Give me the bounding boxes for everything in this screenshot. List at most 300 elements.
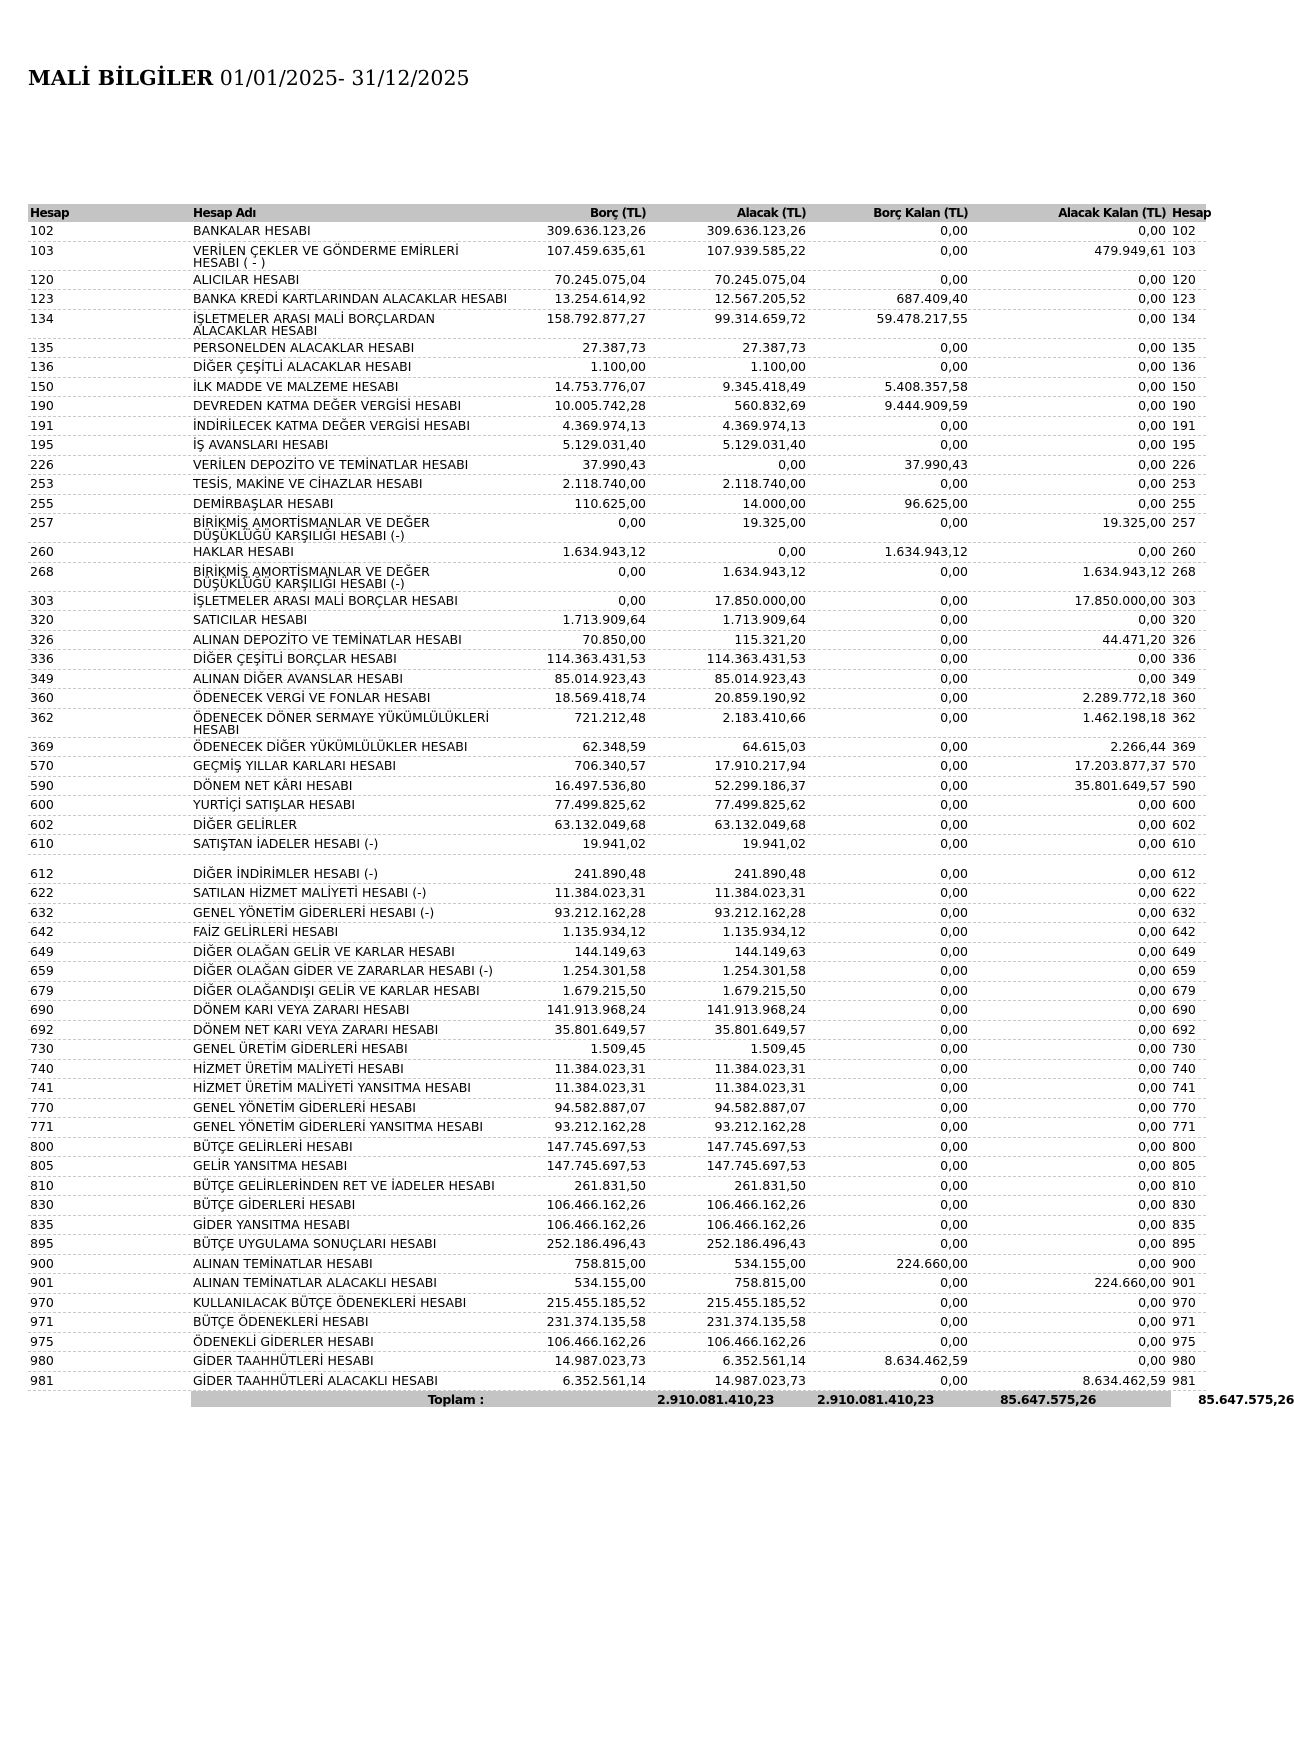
alacak-value: 758.815,00: [734, 1275, 806, 1290]
account-code-right: 659: [1172, 963, 1196, 978]
borc-kalan-value: 0,00: [940, 1197, 968, 1212]
alacak-value: 2.118.740,00: [722, 476, 806, 491]
borc-kalan-value: 0,00: [940, 885, 968, 900]
col-header-code: Hesap: [30, 206, 70, 220]
total-row: [191, 1391, 1294, 1407]
alacak-kalan-value: 0,00: [1138, 310, 1166, 326]
alacak-value: 94.582.887,07: [714, 1099, 806, 1115]
alacak-kalan-value: 0,00: [1138, 544, 1166, 559]
borc-value: 5.129.031,40: [562, 437, 646, 452]
account-name: BÜTÇE GELİRLERİNDEN RET VE İADELER HESABI: [193, 1177, 495, 1193]
borc-value: 215.455.185,52: [546, 1294, 646, 1310]
table-row: [28, 358, 1206, 378]
account-code: 257: [30, 515, 54, 530]
trial-balance-table: [28, 204, 1294, 1407]
account-code: 600: [30, 797, 54, 812]
account-name: ÖDENEKLİ GİDERLER HESABI: [193, 1333, 374, 1349]
alacak-value: 1.135.934,12: [722, 924, 806, 939]
alacak-value: 99.314.659,72: [714, 310, 806, 326]
account-code-right: 730: [1172, 1041, 1196, 1056]
table-row: [28, 1079, 1206, 1099]
table-row: [28, 835, 1206, 855]
table-row: [28, 397, 1206, 417]
alacak-value: 35.801.649,57: [714, 1021, 806, 1037]
alacak-value: 6.352.561,14: [722, 1353, 806, 1368]
borc-value: 35.801.649,57: [554, 1021, 646, 1037]
account-code-right: 320: [1172, 612, 1196, 627]
table-header: [28, 204, 1212, 222]
col-header-borc: Borç (TL): [589, 206, 646, 220]
borc-kalan-value: 0,00: [940, 1177, 968, 1193]
alacak-kalan-value: 0,00: [1138, 1099, 1166, 1115]
borc-kalan-value: 1.634.943,12: [884, 544, 968, 559]
borc-kalan-value: 0,00: [940, 242, 968, 258]
account-name: SATIŞTAN İADELER HESABI (-): [193, 836, 379, 851]
alacak-value: 107.939.585,22: [706, 242, 806, 258]
borc-kalan-value: 0,00: [940, 631, 968, 647]
account-code-right: 632: [1172, 904, 1196, 920]
alacak-value: 77.499.825,62: [714, 797, 806, 812]
table-row: [28, 923, 1206, 943]
alacak-kalan-value: 0,00: [1138, 437, 1166, 452]
borc-kalan-value: 0,00: [940, 865, 968, 881]
account-name: İNDİRİLECEK KATMA DEĞER VERGİSİ HESABI: [193, 417, 471, 433]
table-row: [28, 456, 1206, 476]
total-borc: 2.910.081.410,23: [657, 1392, 774, 1407]
alacak-kalan-value: 0,00: [1138, 1021, 1166, 1037]
alacak-value: 5.129.031,40: [722, 437, 806, 452]
borc-kalan-value: 0,00: [940, 271, 968, 287]
borc-value: 1.100,00: [590, 359, 646, 374]
page-title: [28, 66, 470, 90]
account-code-right: 135: [1172, 339, 1196, 355]
account-code: 810: [30, 1177, 54, 1193]
alacak-value: 17.910.217,94: [714, 758, 806, 773]
account-code-right: 800: [1172, 1138, 1196, 1154]
account-code-right: 612: [1172, 865, 1196, 881]
account-code: 649: [30, 943, 54, 959]
alacak-kalan-value: 0,00: [1138, 1158, 1166, 1173]
alacak-kalan-value: 0,00: [1138, 1177, 1166, 1193]
table-row: [28, 777, 1206, 797]
table-row: [28, 865, 1206, 885]
account-code-right: 268: [1172, 563, 1196, 579]
table-row: [28, 1333, 1206, 1353]
table-row: [28, 982, 1206, 1002]
borc-value: 144.149,63: [574, 943, 646, 959]
alacak-value: 2.183.410,66: [722, 709, 806, 725]
borc-kalan-value: 0,00: [940, 777, 968, 793]
borc-kalan-value: 0,00: [940, 1314, 968, 1329]
borc-kalan-value: 0,00: [940, 982, 968, 998]
account-code: 268: [30, 563, 54, 579]
borc-value: 18.569.418,74: [554, 690, 646, 705]
alacak-kalan-value: 0,00: [1138, 339, 1166, 355]
alacak-kalan-value: 0,00: [1138, 1002, 1166, 1017]
alacak-kalan-value: 35.801.649,57: [1074, 777, 1166, 793]
alacak-kalan-value: 0,00: [1138, 398, 1166, 413]
account-code: 830: [30, 1197, 54, 1212]
borc-kalan-value: 0,00: [940, 437, 968, 452]
alacak-kalan-value: 8.634.462,59: [1082, 1372, 1166, 1388]
account-code: 134: [30, 310, 54, 326]
borc-value: 706.340,57: [574, 758, 646, 773]
table-row: [28, 514, 1206, 543]
account-code-right: 981: [1172, 1372, 1196, 1388]
alacak-kalan-value: 0,00: [1138, 1333, 1166, 1349]
account-name: DÖNEM NET KÂRI HESABI: [193, 777, 353, 793]
account-name: İŞLETMELER ARASI MALİ BORÇLARDAN ALACAKLAR HESABI: [193, 310, 435, 338]
borc-kalan-value: 0,00: [940, 963, 968, 978]
borc-value: 158.792.877,27: [546, 310, 646, 326]
table-row: [28, 1235, 1206, 1255]
account-name: GELİR YANSITMA HESABI: [193, 1158, 348, 1173]
table-row: [28, 495, 1206, 515]
account-code-right: 610: [1172, 836, 1196, 851]
borc-kalan-value: 37.990,43: [904, 456, 968, 472]
borc-value: 10.005.742,28: [554, 398, 646, 413]
borc-value: 534.155,00: [574, 1275, 646, 1290]
alacak-kalan-value: 0,00: [1138, 359, 1166, 374]
alacak-kalan-value: 0,00: [1138, 885, 1166, 900]
account-code-right: 971: [1172, 1314, 1196, 1329]
col-header-alacak: Alacak (TL): [736, 206, 806, 220]
borc-kalan-value: 0,00: [940, 651, 968, 666]
account-code: 369: [30, 738, 54, 754]
alacak-kalan-value: 0,00: [1138, 963, 1166, 978]
account-name: ALICILAR HESABI: [193, 271, 300, 287]
table-row: [28, 222, 1206, 242]
account-code: 970: [30, 1294, 54, 1310]
table-row: [28, 1060, 1206, 1080]
alacak-kalan-value: 0,00: [1138, 291, 1166, 306]
account-code: 360: [30, 690, 54, 705]
alacak-value: 309.636.123,26: [706, 223, 806, 238]
borc-value: 1.509,45: [590, 1041, 646, 1056]
account-name: HİZMET ÜRETİM MALİYETİ HESABI: [193, 1060, 404, 1076]
borc-kalan-value: 0,00: [940, 612, 968, 627]
account-code: 349: [30, 670, 54, 686]
borc-kalan-value: 0,00: [940, 738, 968, 754]
borc-kalan-value: 0,00: [940, 1060, 968, 1076]
account-code: 260: [30, 544, 54, 559]
account-name: İŞ AVANSLARI HESABI: [193, 437, 329, 452]
row-spacer: [28, 855, 1206, 865]
alacak-value: 261.831,50: [734, 1177, 806, 1193]
account-code-right: 190: [1172, 398, 1196, 413]
borc-kalan-value: 0,00: [940, 1236, 968, 1251]
account-code-right: 257: [1172, 515, 1196, 530]
table-row: [28, 1138, 1206, 1158]
borc-kalan-value: 0,00: [940, 670, 968, 686]
account-name: BÜTÇE UYGULAMA SONUÇLARI HESABI: [193, 1236, 437, 1251]
account-name: FAİZ GELİRLERİ HESABI: [193, 924, 339, 939]
table-row: [28, 709, 1206, 738]
borc-kalan-value: 0,00: [940, 1099, 968, 1115]
alacak-value: 115.321,20: [734, 631, 806, 647]
borc-value: 231.374.135,58: [546, 1314, 646, 1329]
borc-kalan-value: 687.409,40: [896, 291, 968, 306]
account-code-right: 336: [1172, 651, 1196, 666]
borc-kalan-value: 9.444.909,59: [884, 398, 968, 413]
account-name: BÜTÇE GELİRLERİ HESABI: [193, 1138, 353, 1154]
borc-kalan-value: 0,00: [940, 1041, 968, 1056]
account-name: BANKALAR HESABI: [193, 223, 311, 238]
alacak-kalan-value: 1.634.943,12: [1082, 563, 1166, 579]
account-code-right: 191: [1172, 417, 1196, 433]
borc-kalan-value: 0,00: [940, 1158, 968, 1173]
alacak-value: 14.000,00: [742, 495, 806, 511]
borc-value: 758.815,00: [574, 1255, 646, 1271]
alacak-value: 1.713.909,64: [722, 612, 806, 627]
borc-value: 11.384.023,31: [554, 1080, 646, 1095]
borc-value: 70.245.075,04: [554, 271, 646, 287]
borc-kalan-value: 0,00: [940, 690, 968, 705]
table-row: [28, 242, 1206, 271]
account-name: KULLANILACAK BÜTÇE ÖDENEKLERİ HESABI: [193, 1294, 467, 1310]
alacak-value: 106.466.162,26: [706, 1333, 806, 1349]
borc-value: 13.254.614,92: [554, 291, 646, 306]
table-row: [28, 271, 1206, 291]
borc-value: 94.582.887,07: [554, 1099, 646, 1115]
table-row: [28, 290, 1206, 310]
table-row: [28, 1294, 1206, 1314]
table-row: [28, 757, 1206, 777]
alacak-kalan-value: 0,00: [1138, 417, 1166, 433]
borc-kalan-value: 0,00: [940, 1002, 968, 1017]
account-code: 303: [30, 592, 54, 608]
account-code: 659: [30, 963, 54, 978]
account-name: DEVREDEN KATMA DEĞER VERGİSİ HESABI: [193, 398, 462, 413]
alacak-kalan-value: 0,00: [1138, 924, 1166, 939]
account-name: ÖDENECEK DİĞER YÜKÜMLÜLÜKLER HESABI: [193, 738, 468, 754]
alacak-value: 1.100,00: [750, 359, 806, 374]
account-code-right: 590: [1172, 777, 1196, 793]
borc-value: 63.132.049,68: [554, 816, 646, 832]
account-code-right: 690: [1172, 1002, 1196, 1017]
borc-value: 19.941,02: [582, 836, 646, 851]
account-name: DEMİRBAŞLAR HESABI: [193, 495, 334, 511]
table-row: [28, 543, 1206, 563]
alacak-kalan-value: 0,00: [1138, 865, 1166, 881]
borc-value: 62.348,59: [582, 738, 646, 754]
account-name: YURTİÇİ SATIŞLAR HESABI: [193, 797, 356, 812]
alacak-kalan-value: 0,00: [1138, 797, 1166, 812]
alacak-kalan-value: 479.949,61: [1094, 242, 1166, 258]
table-row: [28, 1040, 1206, 1060]
account-code: 901: [30, 1275, 54, 1290]
table-row: [28, 1118, 1206, 1138]
account-code-right: 150: [1172, 378, 1196, 394]
borc-kalan-value: 0,00: [940, 223, 968, 238]
alacak-kalan-value: 0,00: [1138, 904, 1166, 920]
alacak-kalan-value: 2.289.772,18: [1082, 690, 1166, 705]
table-body: [28, 222, 1206, 1391]
borc-kalan-value: 5.408.357,58: [884, 378, 968, 394]
borc-value: 37.990,43: [582, 456, 646, 472]
borc-value: 14.753.776,07: [554, 378, 646, 394]
account-code: 150: [30, 378, 54, 394]
borc-kalan-value: 0,00: [940, 1294, 968, 1310]
table-row: [28, 1372, 1206, 1392]
account-name: TESİS, MAKİNE VE CİHAZLAR HESABI: [193, 476, 423, 491]
alacak-value: 20.859.190,92: [714, 690, 806, 705]
alacak-kalan-value: 224.660,00: [1094, 1275, 1166, 1290]
table-row: [28, 417, 1206, 437]
table-row: [28, 816, 1206, 836]
borc-kalan-value: 0,00: [940, 1021, 968, 1037]
account-code-right: 771: [1172, 1119, 1196, 1134]
borc-kalan-value: 0,00: [940, 1216, 968, 1232]
account-code: 320: [30, 612, 54, 627]
borc-kalan-value: 0,00: [940, 943, 968, 959]
borc-kalan-value: 0,00: [940, 1333, 968, 1349]
table-row: [28, 1274, 1206, 1294]
table-row: [28, 436, 1206, 456]
account-name: ÖDENECEK VERGİ VE FONLAR HESABI: [193, 690, 431, 705]
borc-kalan-value: 8.634.462,59: [884, 1353, 968, 1368]
alacak-kalan-value: 0,00: [1138, 223, 1166, 238]
account-code-right: 602: [1172, 816, 1196, 832]
account-code-right: 349: [1172, 670, 1196, 686]
table-row: [28, 904, 1206, 924]
account-code: 195: [30, 437, 54, 452]
account-code-right: 810: [1172, 1177, 1196, 1193]
alacak-kalan-value: 17.850.000,00: [1074, 592, 1166, 608]
borc-kalan-value: 0,00: [940, 359, 968, 374]
alacak-kalan-value: 0,00: [1138, 456, 1166, 472]
borc-value: 147.745.697,53: [546, 1158, 646, 1173]
table-row: [28, 796, 1206, 816]
table-row: [28, 592, 1206, 612]
borc-value: 1.135.934,12: [562, 924, 646, 939]
account-code: 253: [30, 476, 54, 491]
account-code-right: 369: [1172, 738, 1196, 754]
alacak-value: 93.212.162,28: [714, 904, 806, 920]
account-name: ÖDENECEK DÖNER SERMAYE YÜKÜMLÜLÜKLERİ HESABI: [193, 709, 490, 737]
alacak-value: 231.374.135,58: [706, 1314, 806, 1329]
account-name: GİDER TAAHHÜTLERİ HESABI: [193, 1353, 374, 1368]
table-row: [28, 650, 1206, 670]
account-code: 255: [30, 495, 54, 511]
account-code: 602: [30, 816, 54, 832]
alacak-value: 1.509,45: [750, 1041, 806, 1056]
account-code: 770: [30, 1099, 54, 1115]
total-alacak-kalan: 85.647.575,26: [1197, 1392, 1294, 1407]
borc-value: 11.384.023,31: [554, 1060, 646, 1076]
alacak-value: 17.850.000,00: [714, 592, 806, 608]
total-borc-kalan: 85.647.575,26: [999, 1392, 1096, 1407]
alacak-value: 12.567.205,52: [714, 291, 806, 306]
borc-kalan-value: 0,00: [940, 797, 968, 812]
alacak-kalan-value: 0,00: [1138, 1353, 1166, 1368]
alacak-value: 534.155,00: [734, 1255, 806, 1271]
alacak-value: 0,00: [778, 456, 806, 472]
account-code-right: 255: [1172, 495, 1196, 511]
alacak-kalan-value: 19.325,00: [1102, 515, 1166, 530]
borc-kalan-value: 0,00: [940, 836, 968, 851]
borc-kalan-value: 0,00: [940, 904, 968, 920]
account-code-right: 649: [1172, 943, 1196, 959]
account-code: 895: [30, 1236, 54, 1251]
account-name: BÜTÇE ÖDENEKLERİ HESABI: [193, 1314, 369, 1329]
borc-value: 0,00: [618, 563, 646, 579]
table-row: [28, 1313, 1206, 1333]
account-name: DÖNEM KARI VEYA ZARARI HESABI: [193, 1002, 410, 1017]
account-code-right: 600: [1172, 797, 1196, 812]
alacak-value: 19.325,00: [742, 515, 806, 530]
borc-value: 721.212,48: [574, 709, 646, 725]
account-code: 981: [30, 1372, 54, 1388]
account-code-right: 901: [1172, 1275, 1196, 1290]
account-code: 975: [30, 1333, 54, 1349]
table-row: [28, 1001, 1206, 1021]
account-name: GENEL YÖNETİM GİDERLERİ HESABI: [193, 1099, 416, 1115]
account-code: 103: [30, 242, 54, 258]
account-code: 570: [30, 758, 54, 773]
borc-kalan-value: 0,00: [940, 924, 968, 939]
alacak-kalan-value: 0,00: [1138, 1294, 1166, 1310]
borc-value: 4.369.974,13: [562, 417, 646, 433]
alacak-value: 11.384.023,31: [714, 1080, 806, 1095]
alacak-kalan-value: 0,00: [1138, 836, 1166, 851]
borc-value: 107.459.635,61: [546, 242, 646, 258]
borc-value: 0,00: [618, 592, 646, 608]
col-header-name: Hesap Adı: [193, 206, 256, 220]
account-code: 190: [30, 398, 54, 413]
account-code: 771: [30, 1119, 54, 1134]
alacak-value: 215.455.185,52: [706, 1294, 806, 1310]
borc-kalan-value: 0,00: [940, 515, 968, 530]
borc-kalan-value: 0,00: [940, 339, 968, 355]
borc-kalan-value: 0,00: [940, 592, 968, 608]
alacak-value: 52.299.186,37: [714, 777, 806, 793]
borc-kalan-value: 96.625,00: [904, 495, 968, 511]
borc-value: 106.466.162,26: [546, 1197, 646, 1212]
alacak-value: 1.634.943,12: [722, 563, 806, 579]
account-name: ALINAN DEPOZİTO VE TEMİNATLAR HESABI: [193, 631, 462, 647]
account-code-right: 770: [1172, 1099, 1196, 1115]
account-name: DİĞER ÇEŞİTLİ BORÇLAR HESABI: [193, 651, 397, 666]
borc-kalan-value: 0,00: [940, 709, 968, 725]
borc-kalan-value: 0,00: [940, 1372, 968, 1388]
account-code-right: 740: [1172, 1060, 1196, 1076]
account-code: 642: [30, 924, 54, 939]
borc-kalan-value: 0,00: [940, 1138, 968, 1154]
account-name: ALINAN DİĞER AVANSLAR HESABI: [193, 670, 404, 686]
borc-value: 85.014.923,43: [554, 670, 646, 686]
account-code-right: 226: [1172, 456, 1196, 472]
account-code-right: 195: [1172, 437, 1196, 452]
alacak-kalan-value: 0,00: [1138, 1060, 1166, 1076]
alacak-kalan-value: 0,00: [1138, 495, 1166, 511]
account-code-right: 303: [1172, 592, 1196, 608]
alacak-value: 9.345.418,49: [722, 378, 806, 394]
alacak-value: 19.941,02: [742, 836, 806, 851]
account-code: 679: [30, 982, 54, 998]
account-code: 590: [30, 777, 54, 793]
account-name: ALINAN TEMİNATLAR ALACAKLI HESABI: [193, 1275, 437, 1290]
table-row: [28, 339, 1206, 359]
alacak-kalan-value: 0,00: [1138, 670, 1166, 686]
table-row: [28, 1196, 1206, 1216]
account-name: SATICILAR HESABI: [193, 612, 308, 627]
borc-value: 11.384.023,31: [554, 885, 646, 900]
borc-value: 261.831,50: [574, 1177, 646, 1193]
account-name: VERİLEN DEPOZİTO VE TEMİNATLAR HESABI: [193, 456, 469, 472]
total-label: Toplam :: [427, 1392, 484, 1407]
account-name: DİĞER GELİRLER: [193, 816, 298, 832]
